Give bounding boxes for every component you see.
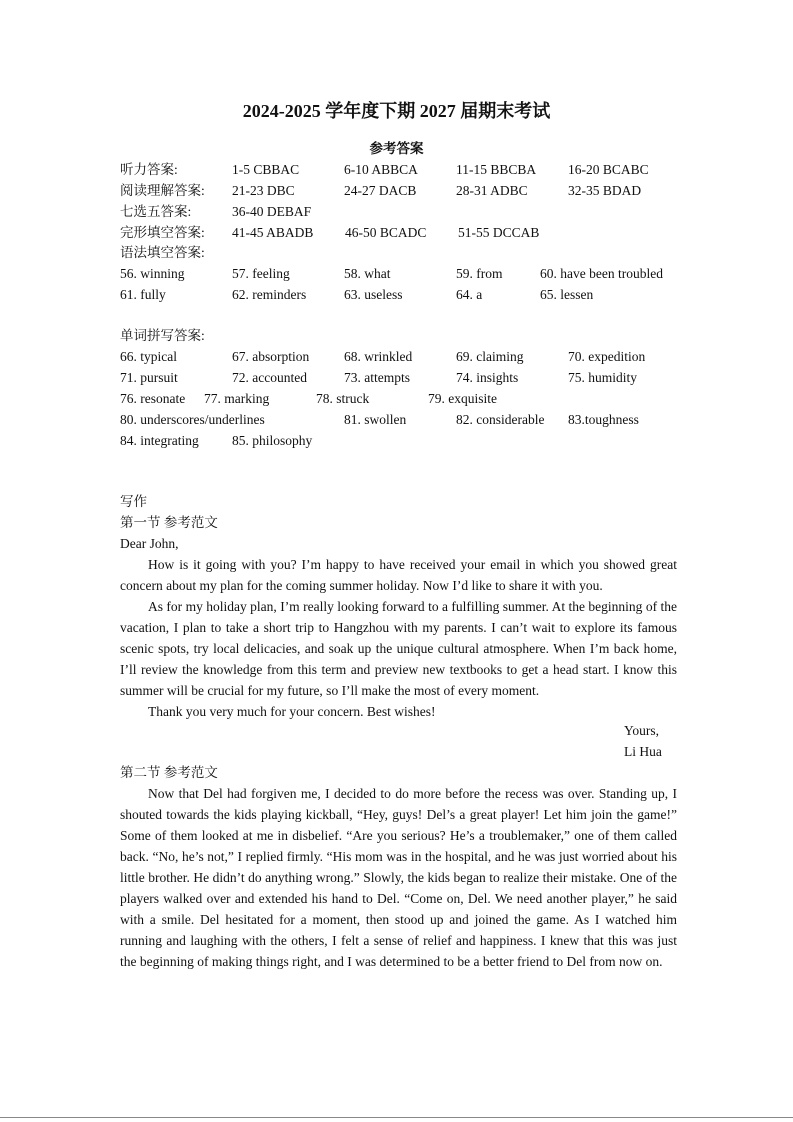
answer-item: 79. exquisite [428,391,497,406]
section1-heading: 第一节 参考范文 [120,515,218,530]
page-bottom-rule [0,1117,793,1118]
answer-item: 64. a [456,287,483,302]
answer-group: 41-45 ABADB [232,225,314,240]
answer-item: 72. accounted [232,370,307,385]
writing-heading: 写作 [120,494,147,509]
answer-group: 11-15 BBCBA [456,162,537,177]
answer-item: 81. swollen [344,412,407,427]
letter-body [120,554,677,722]
row-label: 完形填空答案: [120,225,205,240]
answer-group: 1-5 CBBAC [232,162,300,177]
answer-item: 83.toughness [568,412,639,427]
letter-signature: Li Hua [624,744,662,759]
row-label: 七选五答案: [120,204,192,219]
answer-item: 80. underscores/underlines [120,412,265,427]
letter-paragraph: As for my holiday plan, I’m really looking forward to a fulfilling summer. At the beginning of the vacation, I plan to take a short trip to Hangzhou with my parents. I can’t wait to explore its famous scenic spots, try local delicacies, and soak up the unique cultural atmosphere. When I’m back home, I’ll review the knowledge from this term and preview new textbooks to get a head start. I know this summer will be crucial for my future, so I’ll make the most of every moment. [120,599,677,698]
answer-item: 70. expedition [568,349,646,364]
continuation-essay [120,783,677,972]
essay-paragraph: Now that Del had forgiven me, I decided to do more before the recess was over. Standing up, I shouted towards the kids playing kickball, “Hey, guys! Del’s a great player! Let him join the game!” Some of them looked at me in disbelief. “Are you serious? He’s a troublemaker,” one of them called back. “No, he’s not,” I replied firmly. “His mom was in the hospital, and he was just worried about his little brother. He didn’t do anything wrong.” Slowly, the kids began to realize their mistake. One of the players walked over and extended his hand to Del. “Come on, Del. We need another player,” he said with a smile. Del hesitated for a moment, then stood up and joined the game. As I watched him running and laughing with the others, I felt a sense of relief and happiness. I knew that this was just the beginning of making things right, and I was determined to be a better friend to Del from now on. [120,786,677,969]
answer-group: 32-35 BDAD [568,183,642,198]
answer-item: 67. absorption [232,349,310,364]
row-label: 语法填空答案: [120,245,205,260]
page-title: 2024-2025 学年度下期 2027 届期末考试 [242,101,551,121]
answer-item: 74. insights [456,370,519,385]
answer-item: 84. integrating [120,433,199,448]
answer-item: 73. attempts [344,370,410,385]
letter-paragraph: How is it going with you? I’m happy to have received your email in which you showed great concern about my plan for the coming summer holiday. Now I’d like to share it with you. [120,557,677,593]
answer-item: 76. resonate [120,391,186,406]
answer-group: 24-27 DACB [344,183,417,198]
answer-item: 60. have been troubled [540,266,663,281]
row-label: 阅读理解答案: [120,183,205,198]
answer-group: 21-23 DBC [232,183,295,198]
answer-item: 59. from [456,266,503,281]
answer-group: 46-50 BCADC [345,225,427,240]
answer-item: 85. philosophy [232,433,313,448]
answer-item: 56. winning [120,266,185,281]
answer-item: 61. fully [120,287,166,302]
answer-item: 62. reminders [232,287,307,302]
answer-item: 66. typical [120,349,177,364]
answer-item: 75. humidity [568,370,638,385]
answer-group: 6-10 ABBCA [344,162,418,177]
answer-group: 28-31 ADBC [456,183,528,198]
section2-heading: 第二节 参考范文 [120,765,218,780]
letter-paragraph: Thank you very much for your concern. Best wishes! [148,704,436,719]
row-label: 单词拼写答案: [120,328,205,343]
answer-item: 68. wrinkled [344,349,413,364]
answer-item: 71. pursuit [120,370,178,385]
answer-item: 63. useless [344,287,403,302]
answer-item: 77. marking [204,391,270,406]
answer-group: 36-40 DEBAF [232,204,312,219]
answer-group: 51-55 DCCAB [458,225,540,240]
letter-greeting: Dear John, [120,536,179,551]
answers-subtitle: 参考答案 [369,141,424,156]
letter-closing: Yours, [624,723,660,738]
answer-item: 69. claiming [456,349,524,364]
answer-item: 57. feeling [232,266,290,281]
answer-item: 82. considerable [456,412,545,427]
answer-group: 16-20 BCABC [568,162,649,177]
row-label: 听力答案: [120,162,178,177]
answer-item: 78. struck [316,391,370,406]
answer-item: 65. lessen [540,287,594,302]
answer-item: 58. what [344,266,391,281]
